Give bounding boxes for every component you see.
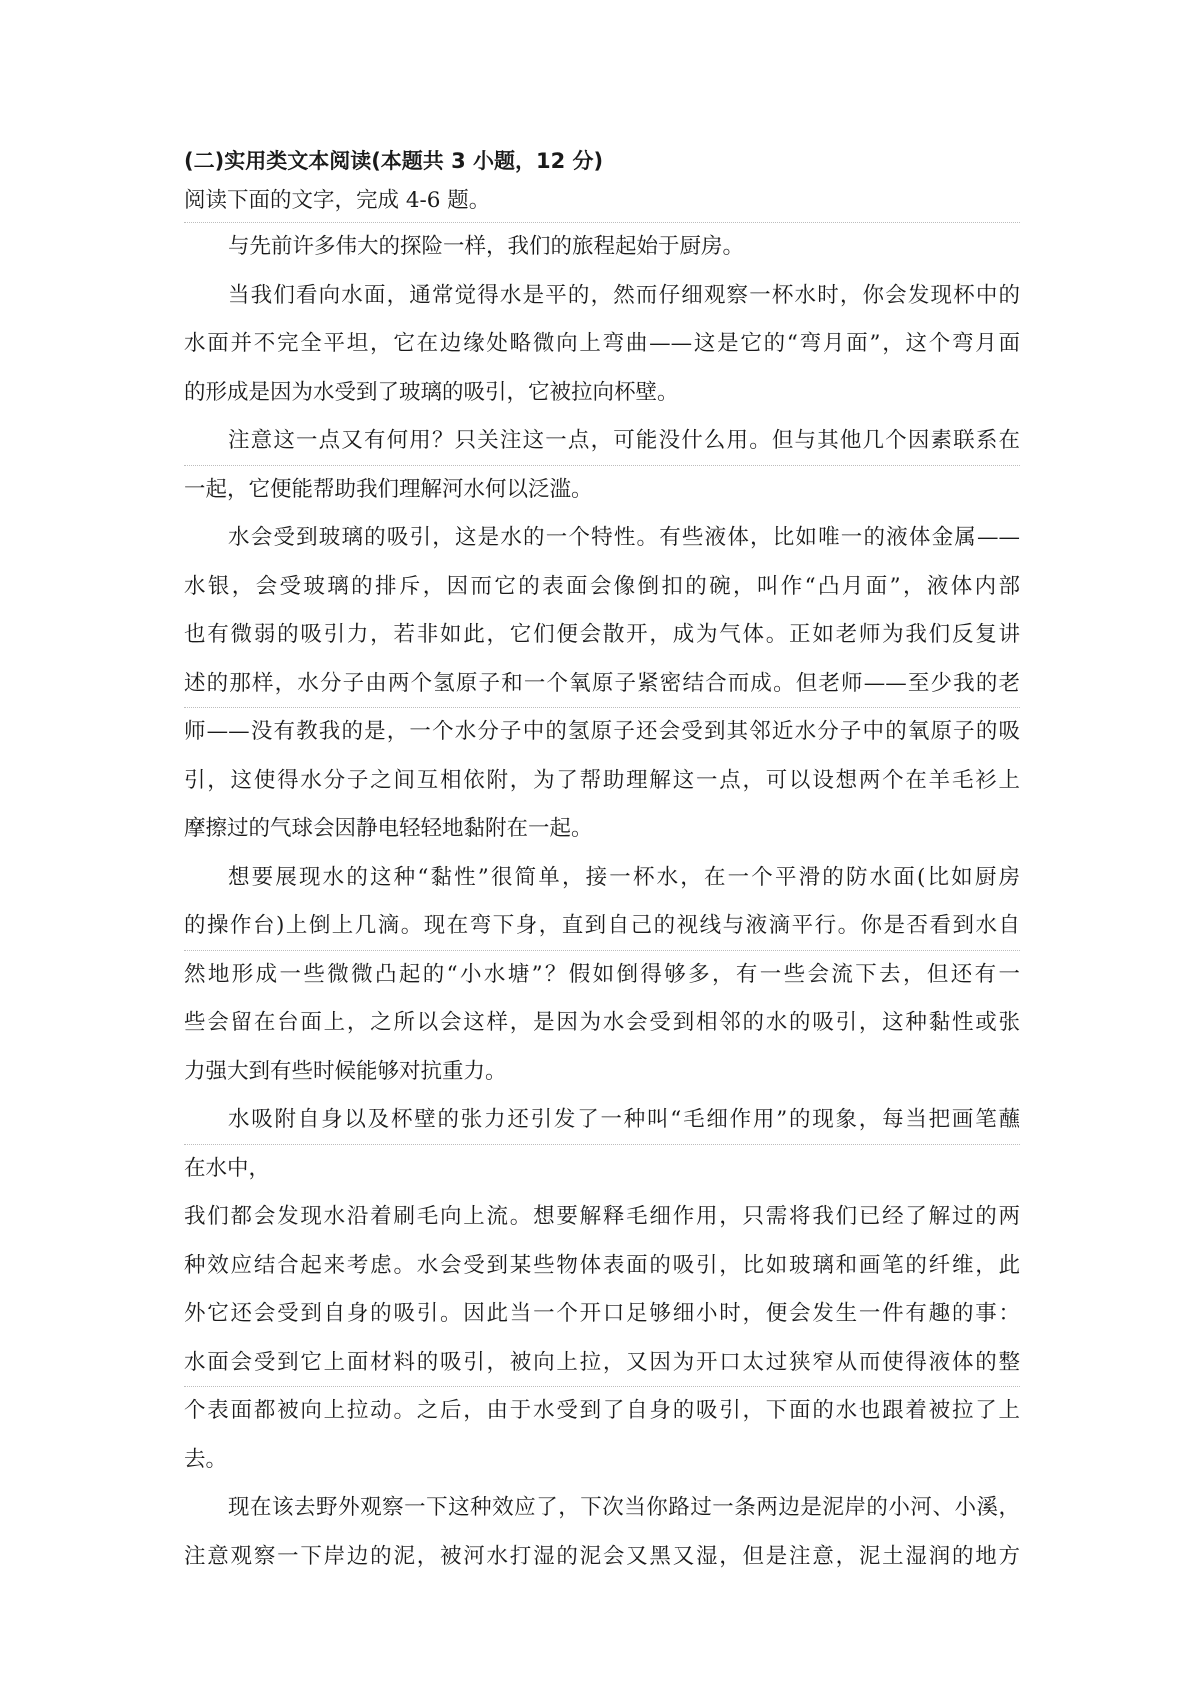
text-line: 述的那样，水分子由两个氢原子和一个氧原子紧密结合而成。但老师——至少我的老 [184, 660, 1020, 709]
text-line: 个表面都被向上拉动。之后，由于水受到了自身的吸引，下面的水也跟着被拉了上 [184, 1398, 1020, 1423]
instruction-line: 阅读下面的文字，完成 4-6 题。 [184, 180, 1020, 223]
text-line: 现在该去野外观察一下这种效应了，下次当你路过一条两边是泥岸的小河、小溪， [228, 1495, 1020, 1520]
text-line: 引，这使得水分子之间互相依附，为了帮助理解这一点，可以设想两个在羊毛衫上 [184, 767, 1020, 793]
text-line: 注意观察一下岸边的泥，被河水打湿的泥会又黑又湿，但是注意，泥土湿润的地方 [184, 1543, 1020, 1569]
text-line: 也有微弱的吸引力，若非如此，它们便会散开，成为气体。正如老师为我们反复讲 [184, 622, 1020, 647]
text-line: 师——没有教我的是，一个水分子中的氢原子还会受到其邻近水分子中的氧原子的吸 [184, 719, 1020, 744]
text-line: 摩擦过的气球会因静电轻轻地黏附在一起。 [184, 816, 593, 841]
text-line: 注意这一点又有何用？只关注这一点，可能没什么用。但与其他几个因素联系在 [184, 417, 1020, 466]
text-line: 外它还会受到自身的吸引。因此当一个开口足够细小时，便会发生一件有趣的事： [184, 1301, 1020, 1326]
text-line: 去。 [184, 1446, 228, 1472]
section-title: (二)实用类文本阅读(本题共 3 小题，12 分) [184, 149, 604, 173]
text-line: 水面并不完全平坦，它在边缘处略微向上弯曲——这是它的“弯月面”，这个弯月面 [184, 331, 1020, 356]
text-line: 然地形成一些微微凸起的“小水塘”？假如倒得够多，有一些会流下去，但还有一 [184, 961, 1020, 987]
text-line: 在水中， [184, 1155, 271, 1181]
text-line: 当我们看向水面，通常觉得水是平的，然而仔细观察一杯水时，你会发现杯中的 [228, 282, 1020, 308]
document-page [184, 146, 1020, 1581]
text-line: 水面会受到它上面材料的吸引，被向上拉，又因为开口太过狭窄从而使得液体的整 [184, 1339, 1020, 1388]
text-line: 一起，它便能帮助我们理解河水何以泛滥。 [184, 476, 593, 502]
text-line: 水会受到玻璃的吸引，这是水的一个特性。有些液体，比如唯一的液体金属—— [228, 525, 1020, 550]
text-line: 力强大到有些时候能够对抗重力。 [184, 1058, 507, 1084]
text-line: 的操作台)上倒上几滴。现在弯下身，直到自己的视线与液滴平行。你是否看到水自 [184, 902, 1020, 951]
text-line: 些会留在台面上，之所以会这样，是因为水会受到相邻的水的吸引，这种黏性或张 [184, 1010, 1020, 1035]
text-line: 与先前许多伟大的探险一样，我们的旅程起始于厨房。 [228, 234, 745, 259]
text-line: 想要展现水的这种“黏性”很简单，接一杯水，在一个平滑的防水面(比如厨房 [228, 864, 1020, 890]
text-line: 的形成是因为水受到了玻璃的吸引，它被拉向杯壁。 [184, 379, 679, 405]
text-line: 水吸附自身以及杯壁的张力还引发了一种叫“毛细作用”的现象，每当把画笔蘸 [184, 1096, 1020, 1145]
text-line: 我们都会发现水沿着刷毛向上流。想要解释毛细作用，只需将我们已经了解过的两 [184, 1204, 1020, 1229]
text-line: 水银，会受玻璃的排斥，因而它的表面会像倒扣的碗，叫作“凸月面”，液体内部 [184, 573, 1020, 599]
text-line: 种效应结合起来考虑。水会受到某些物体表面的吸引，比如玻璃和画笔的纤维，此 [184, 1252, 1020, 1278]
